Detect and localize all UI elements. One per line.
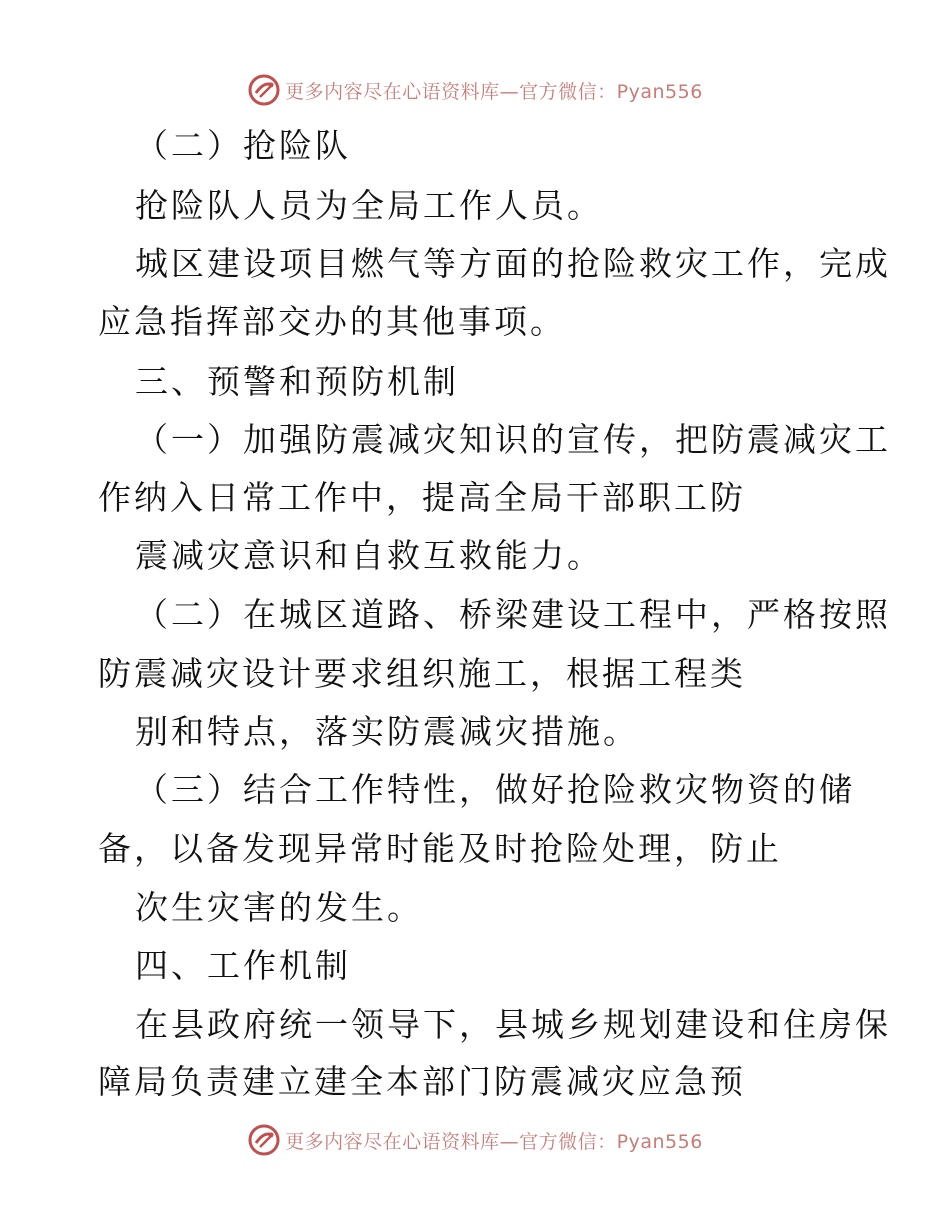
- paragraph-line: 城区建设项目燃气等方面的抢险救灾工作，完成: [135, 244, 891, 283]
- section-heading: 四、工作机制: [135, 946, 351, 985]
- watermark-text: 更多内容尽在心语资料库—官方微信：Pyan556: [285, 1130, 703, 1153]
- watermark-text: 更多内容尽在心语资料库—官方微信：Pyan556: [285, 80, 703, 103]
- paragraph-line: （一）加强防震减灾知识的宣传，把防震减灾工: [135, 420, 891, 459]
- paragraph-line: （三）结合工作特性，做好抢险救灾物资的储: [135, 770, 855, 809]
- paragraph-line: （二）在城区道路、桥梁建设工程中，严格按照: [135, 595, 891, 634]
- paragraph-line: 作纳入日常工作中，提高全局干部职工防: [98, 478, 746, 517]
- logo-icon: [247, 1123, 281, 1157]
- section-heading: 三、预警和预防机制: [135, 362, 459, 401]
- paragraph-line: 备，以备发现异常时能及时抢险处理，防止: [98, 829, 782, 868]
- paragraph-line: 在县政府统一领导下，县城乡规划建设和住房保: [135, 1005, 891, 1044]
- footer-watermark: [0, 1120, 950, 1160]
- paragraph-line: 别和特点，落实防震减灾措施。: [135, 712, 639, 751]
- paragraph-line: 震减灾意识和自救互救能力。: [135, 536, 603, 575]
- section-heading: （二）抢险队: [135, 126, 351, 165]
- paragraph-line: 抢险队人员为全局工作人员。: [135, 186, 603, 225]
- logo-icon: [247, 73, 281, 107]
- paragraph-line: 次生灾害的发生。: [135, 888, 423, 927]
- header-watermark: [0, 70, 950, 110]
- paragraph-line: 防震减灾设计要求组织施工，根据工程类: [98, 654, 746, 693]
- paragraph-line: 应急指挥部交办的其他事项。: [98, 302, 566, 341]
- paragraph-line: 障局负责建立建全本部门防震减灾应急预: [98, 1062, 746, 1101]
